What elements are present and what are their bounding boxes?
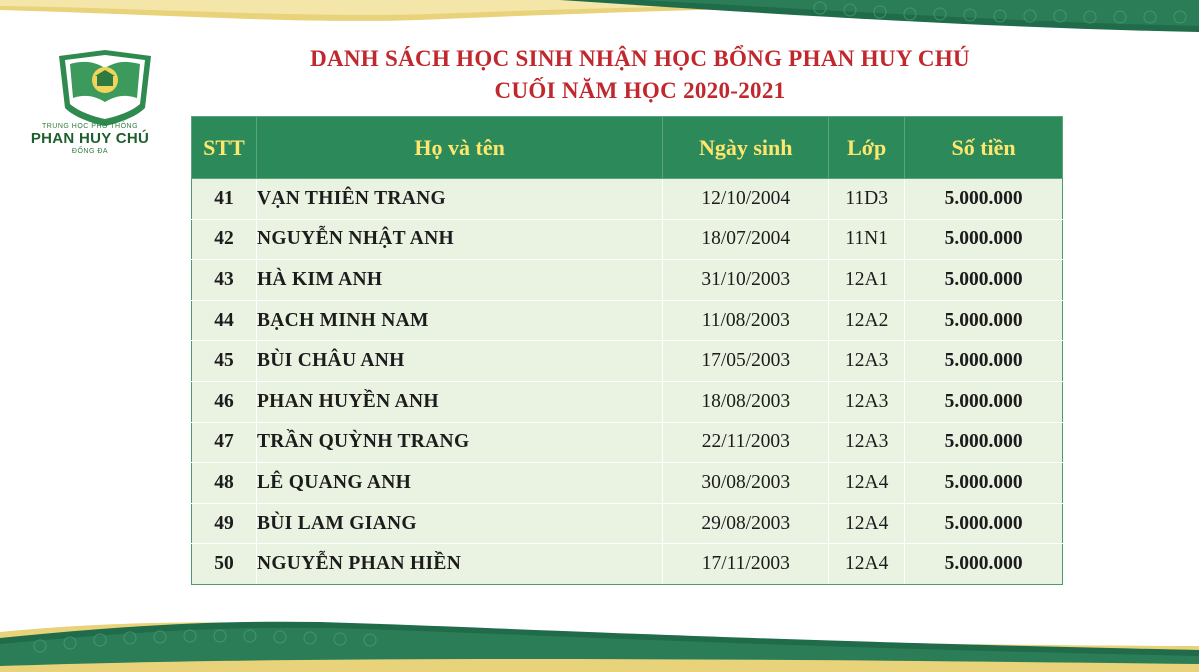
header-amount: Số tiền — [905, 117, 1063, 179]
cell-amount: 5.000.000 — [905, 260, 1063, 301]
cell-class: 12A3 — [829, 422, 905, 463]
cell-name: HÀ KIM ANH — [256, 260, 662, 301]
cell-amount: 5.000.000 — [905, 381, 1063, 422]
cell-name: BÙI CHÂU ANH — [256, 341, 662, 382]
cell-class: 11D3 — [829, 179, 905, 220]
cell-stt: 46 — [192, 381, 257, 422]
cell-name: NGUYỄN PHAN HIỀN — [256, 544, 662, 585]
cell-class: 12A2 — [829, 300, 905, 341]
cell-amount: 5.000.000 — [905, 503, 1063, 544]
cell-class: 12A3 — [829, 381, 905, 422]
cell-class: 12A4 — [829, 544, 905, 585]
cell-class: 12A1 — [829, 260, 905, 301]
cell-stt: 47 — [192, 422, 257, 463]
cell-class: 11N1 — [829, 219, 905, 260]
cell-dob: 29/08/2003 — [663, 503, 829, 544]
cell-name: BÙI LAM GIANG — [256, 503, 662, 544]
page-subtitle: CUỐI NĂM HỌC 2020-2021 — [494, 78, 786, 103]
table-row — [192, 179, 1063, 220]
school-logo — [30, 46, 150, 156]
top-decorative-band — [0, 0, 1199, 34]
cell-dob: 12/10/2004 — [663, 179, 829, 220]
table-row — [192, 341, 1063, 382]
cell-class: 12A4 — [829, 503, 905, 544]
table-row — [192, 422, 1063, 463]
cell-name: TRẦN QUỲNH TRANG — [256, 422, 662, 463]
cell-class: 12A3 — [829, 341, 905, 382]
cell-amount: 5.000.000 — [905, 544, 1063, 585]
cell-name: NGUYỄN NHẬT ANH — [256, 219, 662, 260]
cell-name: PHAN HUYỀN ANH — [256, 381, 662, 422]
table-row — [192, 300, 1063, 341]
cell-dob: 11/08/2003 — [663, 300, 829, 341]
cell-dob: 22/11/2003 — [663, 422, 829, 463]
cell-amount: 5.000.000 — [905, 300, 1063, 341]
cell-name: LÊ QUANG ANH — [256, 463, 662, 504]
school-emblem-icon — [45, 46, 165, 126]
cell-amount: 5.000.000 — [905, 179, 1063, 220]
cell-stt: 43 — [192, 260, 257, 301]
cell-dob: 30/08/2003 — [663, 463, 829, 504]
table-header-row — [192, 117, 1063, 179]
logo-caption-top: TRUNG HỌC PHỔ THÔNG — [41, 123, 139, 130]
cell-amount: 5.000.000 — [905, 219, 1063, 260]
cell-class: 12A4 — [829, 463, 905, 504]
table-row — [192, 260, 1063, 301]
cell-dob: 18/07/2004 — [663, 219, 829, 260]
header-stt: STT — [192, 117, 257, 179]
cell-amount: 5.000.000 — [905, 422, 1063, 463]
header-name: Họ và tên — [256, 117, 662, 179]
bottom-decorative-band — [0, 610, 1199, 672]
cell-dob: 31/10/2003 — [663, 260, 829, 301]
cell-name: BẠCH MINH NAM — [256, 300, 662, 341]
table-row — [192, 219, 1063, 260]
cell-stt: 41 — [192, 179, 257, 220]
table-row — [192, 544, 1063, 585]
cell-stt: 50 — [192, 544, 257, 585]
header-dob: Ngày sinh — [663, 117, 829, 179]
cell-stt: 45 — [192, 341, 257, 382]
cell-dob: 17/05/2003 — [663, 341, 829, 382]
cell-amount: 5.000.000 — [905, 463, 1063, 504]
cell-name: VẠN THIÊN TRANG — [256, 179, 662, 220]
logo-caption-name: PHAN HUY CHÚ — [30, 130, 150, 147]
logo-caption-district: ĐỐNG ĐA — [71, 148, 109, 155]
table-row — [192, 463, 1063, 504]
cell-amount: 5.000.000 — [905, 341, 1063, 382]
cell-stt: 49 — [192, 503, 257, 544]
cell-stt: 42 — [192, 219, 257, 260]
scholarship-table — [191, 116, 1063, 585]
table-row — [192, 381, 1063, 422]
cell-stt: 44 — [192, 300, 257, 341]
table-row — [192, 503, 1063, 544]
page-title: DANH SÁCH HỌC SINH NHẬN HỌC BỔNG PHAN HUY CHÚ — [310, 46, 970, 71]
cell-dob: 17/11/2003 — [663, 544, 829, 585]
cell-stt: 48 — [192, 463, 257, 504]
header-class: Lớp — [829, 117, 905, 179]
cell-dob: 18/08/2003 — [663, 381, 829, 422]
